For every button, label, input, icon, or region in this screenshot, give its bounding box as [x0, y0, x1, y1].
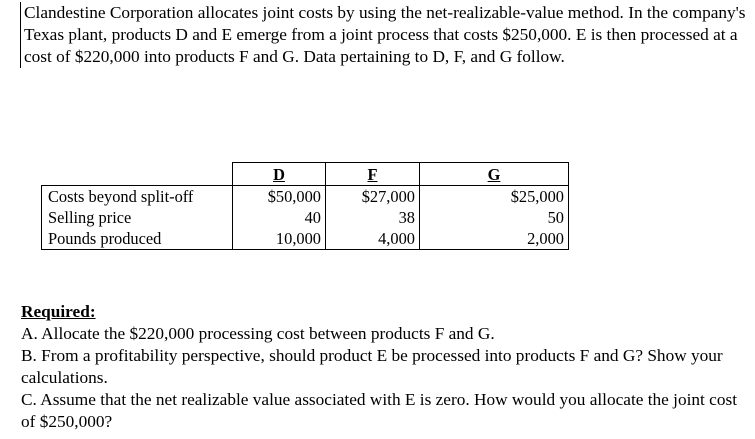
- table-header-blank: [42, 163, 233, 186]
- cell-d: 10,000: [233, 228, 326, 250]
- cell-f: 4,000: [326, 228, 420, 250]
- requirement-a: A. Allocate the $220,000 processing cost between products F and G.: [21, 324, 495, 343]
- product-data-table: [41, 162, 569, 250]
- table-header-g: G: [420, 163, 569, 186]
- cell-f: 38: [326, 207, 420, 228]
- table-row: [42, 207, 569, 228]
- intro-text: Clandestine Corporation allocates joint costs by using the net-realizable-value method. In the company's Texas plant, products D and E emerge from a joint process that costs $250,000. E is then processed at a cost of $220,000 into products F and G. Data pertaining to D, F, and G follow.: [24, 3, 746, 66]
- row-label: Selling price: [42, 207, 233, 228]
- cell-g: 2,000: [420, 228, 569, 250]
- table-row: [42, 228, 569, 250]
- required-section: [21, 301, 749, 433]
- cell-d: 40: [233, 207, 326, 228]
- cell-g: 50: [420, 207, 569, 228]
- cell-d: $50,000: [233, 186, 326, 208]
- table-header-f: F: [326, 163, 420, 186]
- requirement-c: C. Assume that the net realizable value associated with E is zero. How would you allocate the joint cost of $250,000?: [21, 390, 738, 431]
- table-header-row: [42, 163, 569, 186]
- table-row: [42, 186, 569, 208]
- table-header-d: D: [233, 163, 326, 186]
- cell-g: $25,000: [420, 186, 569, 208]
- row-label: Costs beyond split-off: [42, 186, 233, 208]
- required-heading: Required:: [21, 302, 96, 321]
- intro-paragraph: [20, 2, 752, 68]
- requirement-b: B. From a profitability perspective, should product E be processed into products F and G? Show your calculations.: [21, 346, 723, 387]
- row-label: Pounds produced: [42, 228, 233, 250]
- cell-f: $27,000: [326, 186, 420, 208]
